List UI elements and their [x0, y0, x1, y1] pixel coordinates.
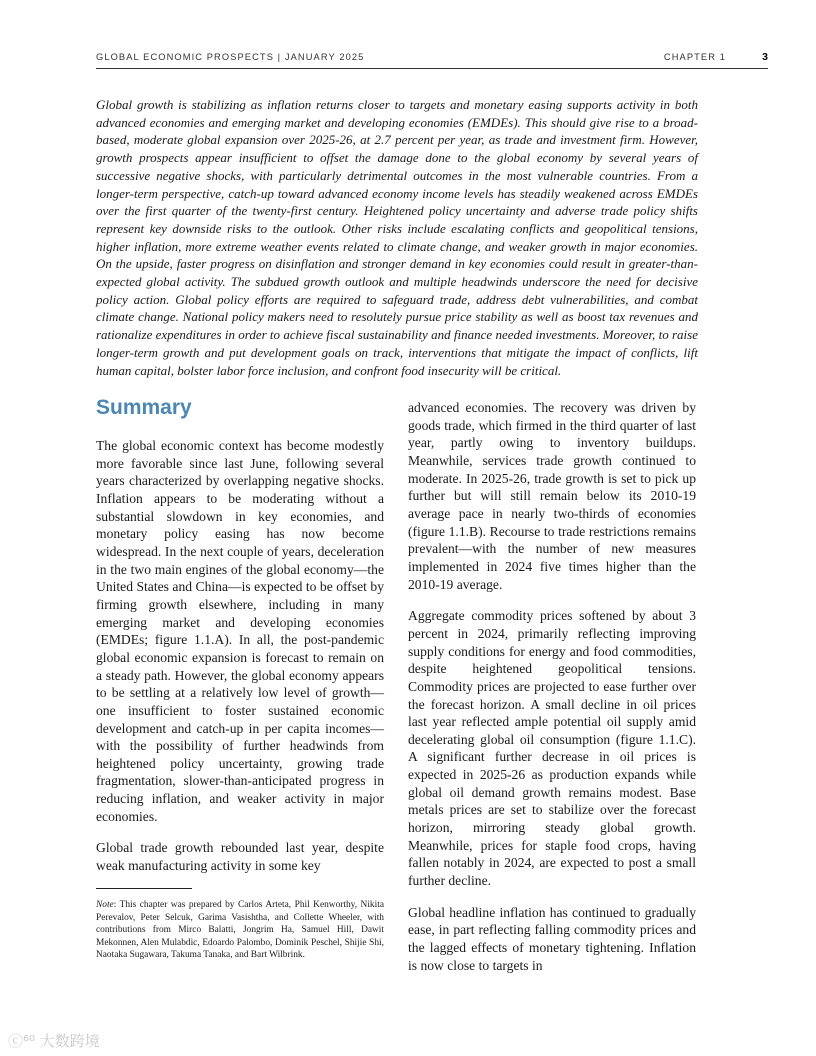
footnote — [96, 899, 384, 962]
header-title: GLOBAL ECONOMIC PROSPECTS | JANUARY 2025 — [96, 52, 365, 62]
summary-paragraph: Global trade growth rebounded last year, despite weak manufacturing activity in some key — [96, 840, 384, 874]
footnote-rule — [96, 888, 192, 889]
footnote-label: Note — [96, 900, 114, 910]
header-chapter: CHAPTER 1 — [663, 52, 726, 62]
watermark: ⓒ⁶⁰ 大数跨境 — [8, 1032, 100, 1050]
summary-paragraph: advanced economies. The recovery was driven by goods trade, which firmed in the third quarter of last year, partly owing to inventory buildups. Meanwhile, services trade growth continued to moderate. In 2025-26, trade growth is set to pick up further but will still remain below its 2010-19 average pace in nearly two-thirds of economies (figure 1.1.B). Recourse to trade restrictions remains prevalent—with the number of new measures implemented in 2024 five times higher than the 2010-19 average. — [408, 400, 696, 592]
footnote-text: : This chapter was prepared by Carlos Arteta, Phil Kenworthy, Nikita Perevalov, Peter Selcuk, Garima Vasishtha, and Collette Wheeler, with contributions from Mirco Balatti, Jongrim Ha, Samuel Hill, Dawit Mekonnen, Alen Mulabdic, Edoardo Palombo, Dominik Peschel, Shijie Shi, Naotaka Sugawara, Takuma Tanaka, and Bart Wilbrink. — [96, 900, 384, 961]
summary-paragraph: Global headline inflation has continued to gradually ease, in part reflecting falling commodity prices and the lagged effects of monetary tightening. Inflation is now close to targets in — [408, 904, 696, 973]
summary-paragraph: Aggregate commodity prices softened by about 3 percent in 2024, primarily reflecting improving supply conditions for energy and food commodities, despite heightened geopolitical tensions. Commodity prices are projected to ease further over the forecast horizon. A small decline in oil prices last year reflected ample potential oil supply amid decelerating global oil consumption (figure 1.1.C). A significant further decrease in oil prices is expected in 2025-26 as production expands while global oil demand growth remains modest. Base metals prices are set to stabilize over the forecast horizon, mirroring steady global growth. Meanwhile, prices for staple food crops, having fallen notably in 2024, are expected to post a small further decline. — [408, 608, 696, 889]
header-rule — [96, 68, 768, 69]
chapter-abstract: Global growth is stabilizing as inflation returns closer to targets and monetary easing supports activity in both advanced economies and emerging market and developing economies (EMDEs). This should give rise to a broad-based, moderate global expansion over 2025-26, at 2.7 percent per year, as trade and investment firm. However, growth prospects appear insufficient to offset the damage done to the global economy by several years of successive negative shocks, with particularly detrimental outcomes in the most vulnerable countries. From a longer-term perspective, catch-up toward advanced economy income levels has steadily weakened across EMDEs over the first quarter of the twenty-first century. Heightened policy uncertainty and adverse trade policy shifts represent key downside risks to the outlook. Other risks include escalating conflicts and geopolitical tensions, higher inflation, more extreme weather events related to climate change, and weaker growth in major economies. On the upside, faster progress on disinflation and stronger demand in key economies could result in greater-than-expected global activity. The subdued growth outlook and multiple headwinds underscore the need for decisive policy action. Global policy efforts are required to safeguard trade, address debt vulnerabilities, and combat climate change. National policy makers need to resolutely pursue price stability as well as boost tax revenues and rationalize expenditures in order to achieve fiscal sustainability and finance needed investments. Moreover, to raise longer-term growth and put development goals on track, interventions that mitigate the impact of conflicts, lift human capital, bolster labor force inclusion, and confront food insecurity will be critical. — [96, 97, 698, 378]
page-header — [96, 52, 768, 66]
summary-heading: Summary — [96, 396, 192, 419]
right-column — [408, 399, 696, 988]
summary-paragraph: The global economic context has become modestly more favorable since last June, following several years characterized by overlapping negative shocks. Inflation appears to be moderating without a substantial slowdown in key economies, and monetary policy easing has now become widespread. In the next couple of years, deceleration in the two main engines of the global economy—the United States and China—is expected to be offset by firming growth elsewhere, including in many emerging market and developing economies (EMDEs; figure 1.1.A). In all, the post-pandemic global economic expansion is forecast to remain on a steady path. However, the global economy appears to be settling at a relatively low level of growth—one insufficient to foster sustained economic development and catch-up in per capita incomes—with the possibility of further headwinds from heightened policy uncertainty, growing trade fragmentation, slower-than-anticipated progress in reducing inflation, and weaker activity in major economies. — [96, 438, 384, 824]
left-column — [96, 437, 384, 889]
page-number: 3 — [762, 51, 768, 63]
